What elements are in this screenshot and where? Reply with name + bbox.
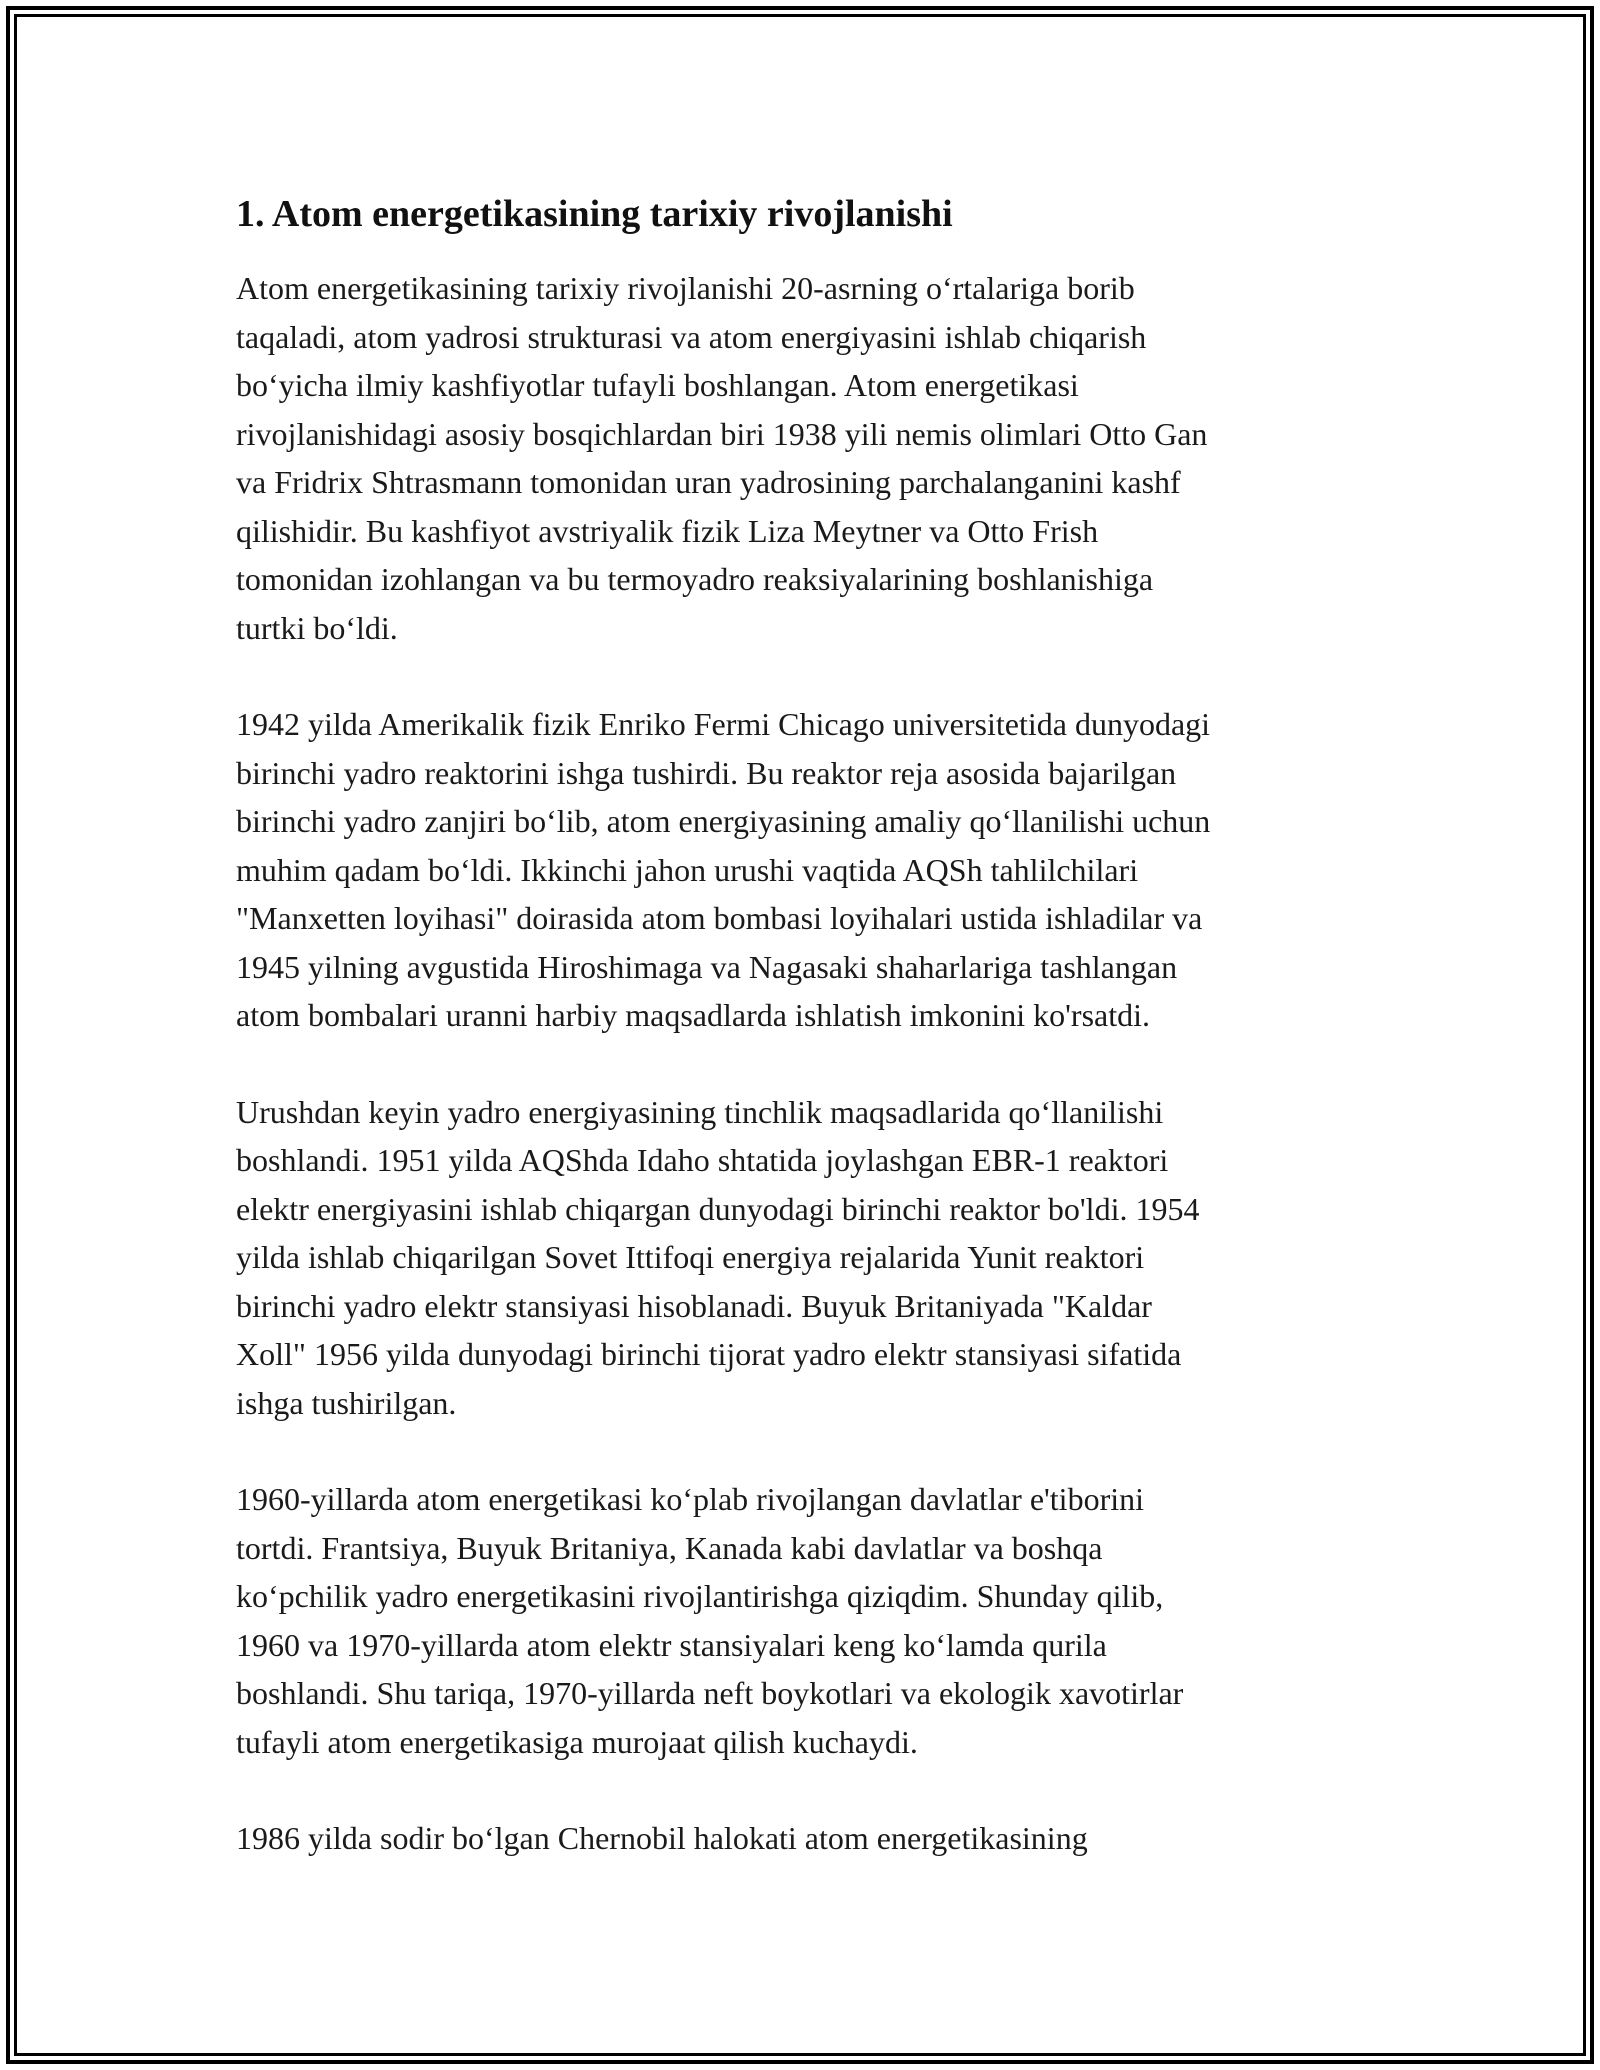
text-line: muhim qadam bo‘ldi. Ikkinchi jahon urushi vaqtida AQSh tahlilchilari [236,851,1139,888]
text-line: taqaladi, atom yadrosi strukturasi va atom energiyasini ishlab chiqarish [236,318,1147,355]
text-line: ko‘pchilik yadro energetikasini rivojlantirishga qiziqdim. Shunday qilib, [236,1578,1164,1614]
text-line: 1986 yilda sodir bo‘lgan Chernobil halokati atom energetikasining [236,1820,1088,1856]
text-line: Urushdan keyin yadro energiyasining tinchlik maqsadlarida qo‘llanilishi [236,1093,1164,1130]
text-line: birinchi yadro zanjiri bo‘lib, atom energiyasining amaliy qo‘llanilishi uchun [236,803,1211,839]
paragraph-2 [236,700,1376,1040]
text-line: qilishidir. Bu kashfiyot avstriyalik fizik Liza Meytner va Otto Frish [236,512,1099,549]
text-line: Xoll" 1956 yilda dunyodagi birinchi tijorat yadro elektr stansiyasi sifatida [236,1336,1182,1372]
document-body [236,186,1376,1911]
text-line: boshlandi. Shu tariqa, 1970-yillarda neft boykotlari va ekologik xavotirlar [236,1675,1184,1711]
text-line: Atom energetikasining tarixiy rivojlanishi 20-asrning o‘rtalariga borib [236,270,1135,306]
paragraph-1 [236,264,1376,652]
text-line: 1960-yillarda atom energetikasi ko‘plab rivojlangan davlatlar e'tiborini [236,1481,1144,1517]
text-line: "Manxetten loyihasi" doirasida atom bombasi loyihalari ustida ishladilar va [236,900,1203,936]
text-line: birinchi yadro elektr stansiyasi hisoblanadi. Buyuk Britaniyada "Kaldar [236,1287,1152,1324]
text-line: 1945 yilning avgustida Hiroshimaga va Nagasaki shaharlariga tashlangan [236,948,1178,985]
text-line: atom bombalari uranni harbiy maqsadlarda ishlatish imkonini ko'rsatdi. [236,997,1151,1033]
paragraph-5 [236,1814,1376,1863]
text-line: birinchi yadro reaktorini ishga tushirdi. Bu reaktor reja asosida bajarilgan [236,754,1177,791]
text-line: elektr energiyasini ishlab chiqargan dunyodagi birinchi reaktor bo'ldi. 1954 [236,1190,1200,1227]
text-line: boshlandi. 1951 yilda AQShda Idaho shtatida joylashgan EBR-1 reaktori [236,1142,1169,1178]
paragraph-4 [236,1475,1376,1766]
text-line: tortdi. Frantsiya, Buyuk Britaniya, Kanada kabi davlatlar va boshqa [236,1529,1103,1566]
text-line: tufayli atom energetikasiga murojaat qilish kuchaydi. [236,1723,918,1760]
text-line: tomonidan izohlangan va bu termoyadro reaksiyalarining boshlanishiga [236,561,1154,597]
text-line: rivojlanishidagi asosiy bosqichlardan biri 1938 yili nemis olimlari Otto Gan [236,415,1208,452]
text-line: ishga tushirilgan. [236,1384,457,1421]
text-line: 1960 va 1970-yillarda atom elektr stansiyalari keng ko‘lamda qurila [236,1626,1107,1663]
text-line: 1942 yilda Amerikalik fizik Enriko Fermi Chicago universitetida dunyodagi [236,706,1211,742]
text-line: va Fridrix Shtrasmann tomonidan uran yadrosining parchalanganini kashf [236,464,1181,500]
text-line: yilda ishlab chiqarilgan Sovet Ittifoqi energiya rejalarida Yunit reaktori [236,1239,1145,1275]
section-heading: 1. Atom energetikasining tarixiy rivojlanishi [236,193,953,235]
text-line: bo‘yicha ilmiy kashfiyotlar tufayli boshlangan. Atom energetikasi [236,367,1079,403]
text-line: turtki bo‘ldi. [236,609,398,646]
paragraph-3 [236,1088,1376,1428]
